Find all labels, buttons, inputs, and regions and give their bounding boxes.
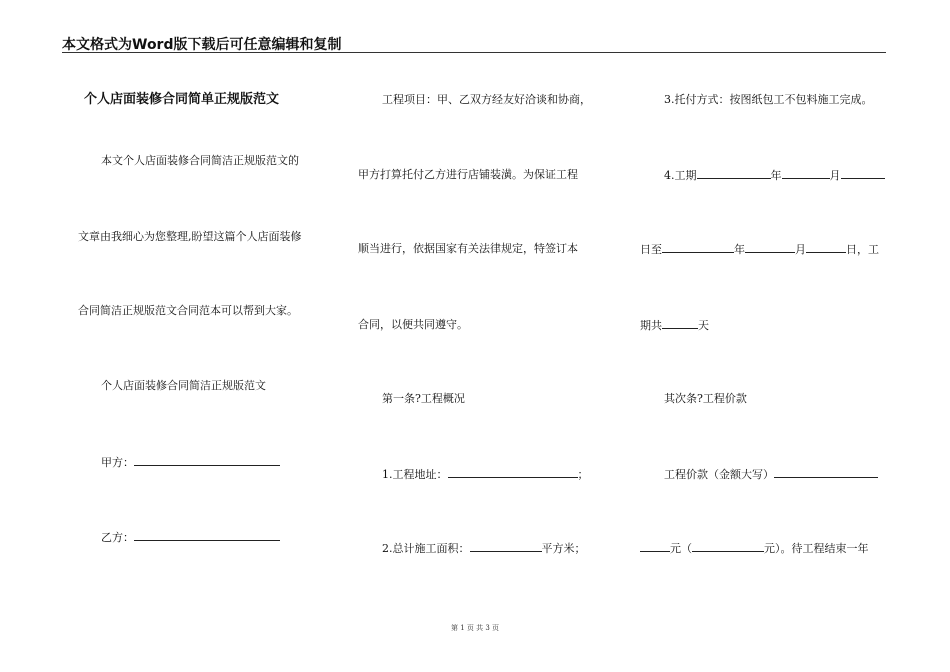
duration-line	[664, 168, 885, 183]
start-year-blank	[697, 168, 771, 179]
price-amount-blank	[774, 467, 878, 478]
party-a-line	[101, 455, 280, 470]
party-a-blank	[134, 455, 280, 466]
commission-method-line: 3.托付方式：按图纸包工不包料施工完成。	[664, 93, 873, 106]
total-area-label: 2.总计施工面积：	[382, 542, 470, 555]
duration-label: 4.工期	[664, 169, 697, 182]
yuan-label: 元（	[670, 542, 692, 555]
end-year-label: 年	[734, 243, 745, 256]
total-area-blank	[470, 541, 542, 552]
price-yuan-line	[640, 541, 869, 556]
period-line	[640, 318, 709, 333]
yuan-end-label: 元）。待工程结束一年	[764, 542, 869, 555]
party-b-label: 乙方：	[101, 531, 134, 544]
period-label: 期共	[640, 319, 662, 332]
article-1-heading: 第一条?工程概况	[382, 392, 465, 405]
month-label: 月	[829, 169, 841, 182]
day-end-label: 日，工	[846, 243, 879, 256]
document-header: 本文格式为Word版下载后可任意编辑和复制	[62, 37, 342, 53]
party-b-blank	[134, 530, 280, 541]
total-area-line	[382, 541, 586, 556]
end-day-blank	[806, 242, 846, 253]
duration-end-line	[640, 242, 879, 257]
intro-line-3: 合同简洁正规版范文合同范本可以帮到大家。	[78, 304, 298, 317]
article-2-heading: 其次条?工程价款	[664, 392, 747, 405]
project-address-label: 1.工程地址：	[382, 468, 448, 481]
price-label: 工程价款（金额大写）	[664, 468, 774, 481]
header-rule	[62, 52, 886, 53]
total-area-unit: 平方米；	[541, 542, 586, 555]
end-month-blank	[745, 242, 795, 253]
price-figure-blank	[692, 541, 764, 552]
project-address-end: ；	[577, 468, 589, 481]
page-number: 第 1 页 共 3 页	[450, 624, 500, 632]
start-day-blank	[841, 168, 885, 179]
day-to-label: 日至	[640, 243, 662, 256]
price-yuan-blank	[640, 541, 670, 552]
days-label: 天	[698, 319, 709, 332]
intro-line-1: 本文个人店面装修合同简洁正规版范文的	[101, 154, 299, 167]
document-title: 个人店面装修合同简单正规版范文	[84, 92, 280, 107]
project-address-blank	[448, 467, 578, 478]
project-line-1: 工程项目：甲、乙双方经友好洽谈和协商，	[382, 93, 591, 106]
contract-subtitle: 个人店面装修合同简洁正规版范文	[101, 379, 266, 392]
project-line-3: 顺当进行，依据国家有关法律规定，特签订本	[358, 242, 578, 255]
party-a-label: 甲方：	[101, 456, 134, 469]
price-line	[664, 467, 878, 482]
party-b-line	[101, 530, 280, 545]
end-year-blank	[662, 242, 734, 253]
project-address-line	[382, 467, 589, 482]
project-line-4: 合同，以便共同遵守。	[358, 318, 468, 331]
end-month-label: 月	[795, 243, 806, 256]
start-month-blank	[782, 168, 830, 179]
project-line-2: 甲方打算托付乙方进行店铺装潢。为保证工程	[358, 168, 578, 181]
year-label: 年	[770, 169, 782, 182]
intro-line-2: 文章由我细心为您整理,盼望这篇个人店面装修	[78, 230, 302, 243]
period-days-blank	[662, 318, 698, 329]
